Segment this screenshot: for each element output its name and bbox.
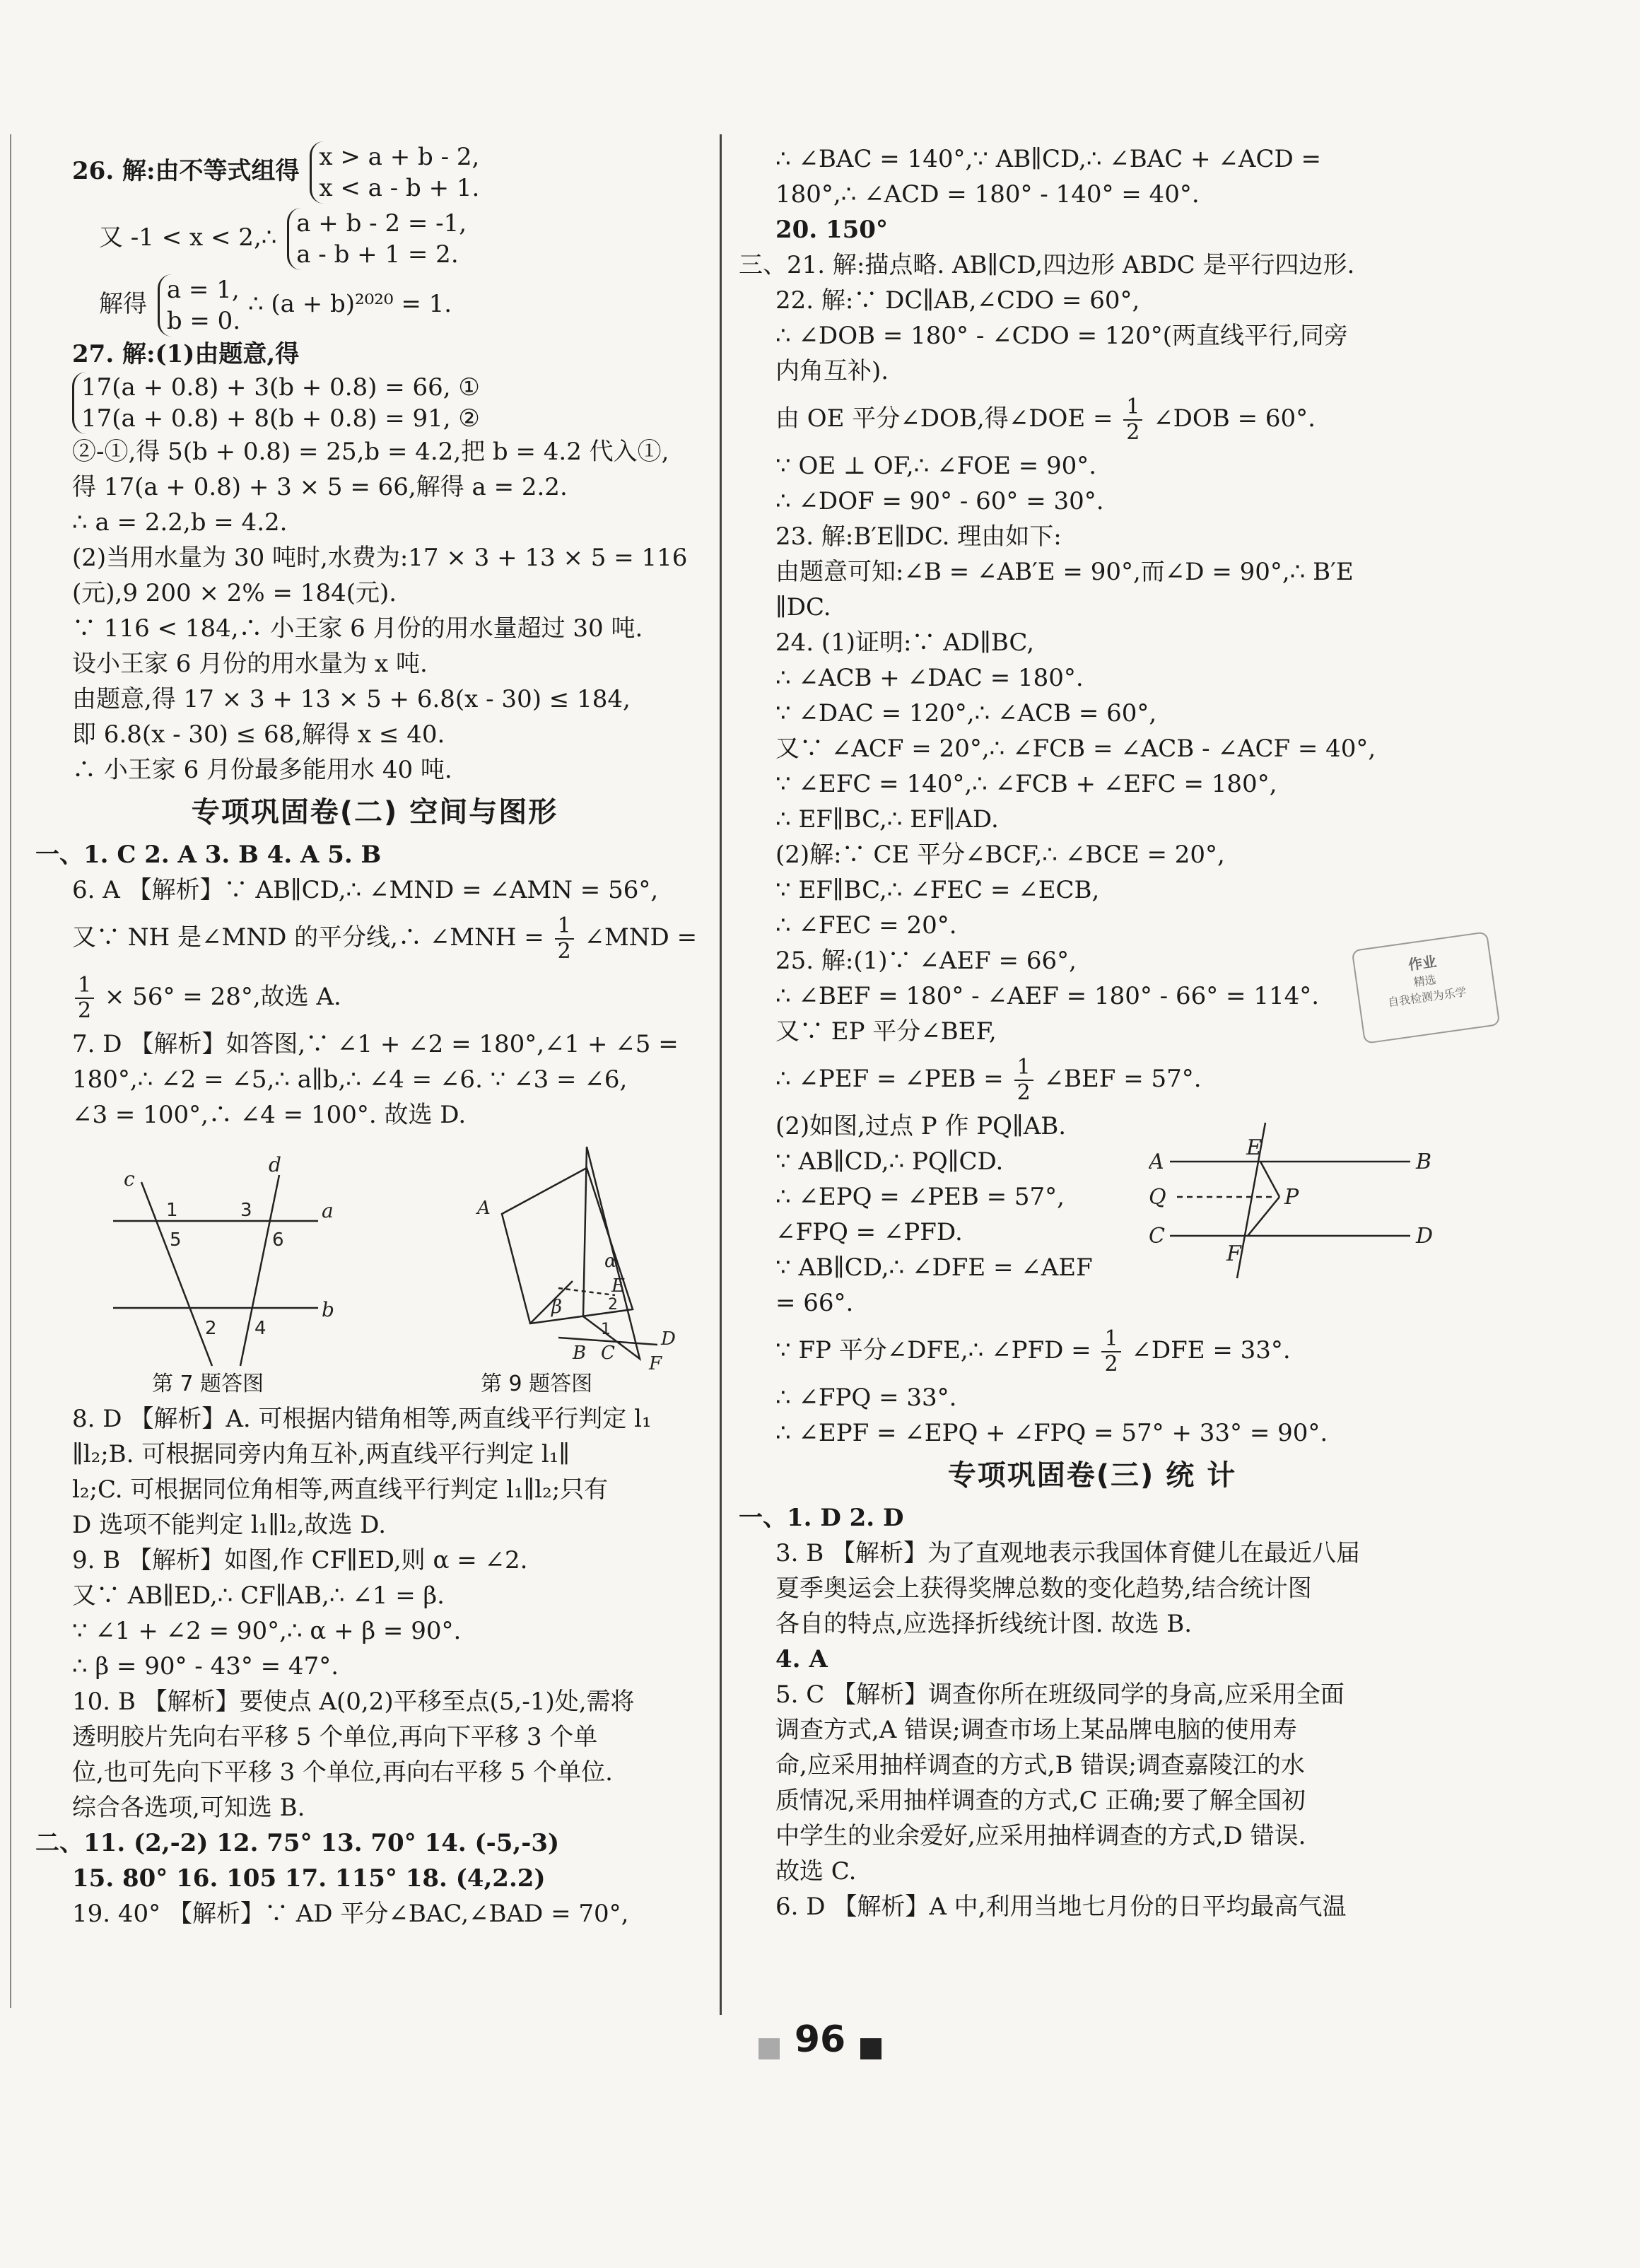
q8-line3: l₂;C. 可根据同位角相等,两直线平行判定 l₁∥l₂;只有	[72, 1475, 609, 1504]
fig7-label-a: a	[322, 1199, 334, 1222]
fig25-diagram	[1149, 1109, 1446, 1321]
fig25-label-d: D	[1416, 1224, 1434, 1249]
section-title-2: 专项巩固卷(二) 空间与图形	[191, 796, 558, 829]
q22-line1: 22. 解:∵ DC∥AB,∠CDO = 60°,	[775, 286, 1140, 315]
q26-system2: a + b - 2 = -1, a - b + 1 = 2.	[287, 208, 467, 270]
homework-stamp: 作业 精选 自我检测为乐学	[1352, 931, 1501, 1044]
page-footer	[721, 2018, 919, 2068]
q23-line2: 由题意可知:∠B = ∠AB′E = 90°,而∠D = 90°,∴ B′E	[775, 558, 1354, 586]
figures-row	[35, 1133, 714, 1401]
q24-line5: ∵ ∠EFC = 140°,∴ ∠FCB + ∠EFC = 180°,	[775, 770, 1277, 798]
q24-line1: 24. (1)证明:∵ AD∥BC,	[775, 629, 1035, 657]
q7-line2: 180°,∴ ∠2 = ∠5,∴ a∥b,∴ ∠4 = ∠6. ∵ ∠3 = ∠6,	[72, 1065, 628, 1094]
q24-line9: ∴ ∠FEC = 20°.	[775, 911, 957, 940]
q22-line4: 由 OE 平分∠DOB,得∠DOE = $\frac{1}{2}$ ∠DOB = 60°.	[775, 394, 1316, 445]
q25-line4: ∴ ∠PEF = ∠PEB = $\frac{1}{2}$ ∠BEF = 57°.	[775, 1055, 1202, 1105]
q5-line3: 命,应采用抽样调查的方式,B 错误;调查嘉陵江的水	[775, 1751, 1305, 1779]
fig9-label-f: F	[649, 1353, 662, 1374]
q10-line2: 透明胶片先向右平移 5 个单位,再向下平移 3 个单	[72, 1723, 598, 1751]
q9-line3: ∵ ∠1 + ∠2 = 90°,∴ α + β = 90°.	[72, 1617, 462, 1645]
q27-line4: ∴ a = 2.2,b = 4.2.	[72, 508, 288, 537]
fig7-label-d: d	[269, 1153, 281, 1176]
q22-line2: ∴ ∠DOB = 180° - ∠CDO = 120°(两直线平行,同旁	[775, 322, 1348, 350]
q23-line1: 23. 解:B′E∥DC. 理由如下:	[775, 522, 1062, 551]
left-margin-rule	[10, 134, 11, 2008]
q10-line3: 位,也可先向下平移 3 个单位,再向右平移 5 个单位.	[72, 1758, 613, 1787]
fill-answers-1: 二、11. (2,-2) 12. 75° 13. 70° 14. (-5,-3)	[35, 1829, 560, 1857]
fig9-label-d: D	[661, 1328, 676, 1350]
q5-line4: 质情况,采用抽样调查的方式,C 正确;要了解全国初	[775, 1787, 1306, 1815]
q24-line3: ∵ ∠DAC = 120°,∴ ∠ACB = 60°,	[775, 699, 1157, 727]
q27-line1: 27. 解:(1)由题意,得	[72, 340, 300, 368]
q8-line4: D 选项不能判定 l₁∥l₂,故选 D.	[72, 1511, 387, 1539]
q19-cont-line2: 180°,∴ ∠ACD = 180° - 140° = 40°.	[775, 180, 1200, 209]
footer-square-right	[860, 2038, 882, 2059]
q24-line7: (2)解:∵ CE 平分∠BCF,∴ ∠BCE = 20°,	[775, 841, 1225, 869]
q27-line9: 由题意,得 17 × 3 + 13 × 5 + 6.8(x - 30) ≤ 184,	[72, 685, 631, 713]
footer-square-left	[758, 2038, 780, 2059]
fig7-angle-1: 1	[166, 1200, 178, 1221]
fig7-angle-5: 5	[170, 1229, 182, 1251]
q7-line3: ∠3 = 100°,∴ ∠4 = 100°. 故选 D.	[72, 1101, 467, 1129]
q6-line1: 6. A 【解析】∵ AB∥CD,∴ ∠MND = ∠AMN = 56°,	[72, 876, 659, 904]
q25-line12: ∴ ∠FPQ = 33°.	[775, 1384, 957, 1412]
fig25-label-p: P	[1284, 1185, 1299, 1210]
page-number: 96	[794, 2018, 846, 2061]
q25-line8: ∠FPQ = ∠PFD.	[775, 1218, 963, 1246]
q3-line1: 3. B 【解析】为了直观地表示我国体育健儿在最近八届	[775, 1539, 1361, 1567]
fraction-half: $\frac{1}{2}$	[1014, 1056, 1033, 1105]
fig9-angle-1: 1	[601, 1321, 611, 1338]
q25-line1: 25. 解:(1)∵ ∠AEF = 66°,	[775, 947, 1077, 975]
fig25-label-f: F	[1226, 1241, 1241, 1266]
fig25-label-b: B	[1416, 1150, 1432, 1174]
fig9-label-e: E	[611, 1275, 625, 1297]
fig7-angle-4: 4	[254, 1318, 266, 1339]
q4: 4. A	[775, 1645, 828, 1673]
q24-line4: 又∵ ∠ACF = 20°,∴ ∠FCB = ∠ACB - ∠ACF = 40°,	[775, 735, 1376, 763]
q25-line6: ∵ AB∥CD,∴ PQ∥CD.	[775, 1147, 1004, 1176]
fig9-label-a: A	[477, 1198, 491, 1219]
left-column	[35, 141, 714, 1931]
q9-line4: ∴ β = 90° - 43° = 47°.	[72, 1652, 339, 1680]
fraction-half: $\frac{1}{2}$	[1123, 395, 1142, 445]
fig7-label-b: b	[322, 1298, 334, 1321]
q27-line2: ②-①,得 5(b + 0.8) = 25,b = 4.2,把 b = 4.2 代入①,	[72, 438, 669, 466]
q25-line5: (2)如图,过点 P 作 PQ∥AB.	[775, 1112, 1067, 1140]
q25-line11: ∵ FP 平分∠DFE,∴ ∠PFD = $\frac{1}{2}$ ∠DFE = 33°.	[775, 1326, 1291, 1376]
fig7-angle-6: 6	[272, 1229, 284, 1251]
q24-line8: ∵ EF∥BC,∴ ∠FEC = ∠ECB,	[775, 876, 1100, 904]
q19-line1: 19. 40° 【解析】∵ AD 平分∠BAC,∠BAD = 70°,	[72, 1900, 629, 1928]
q5-line1: 5. C 【解析】调查你所在班级同学的身高,应采用全面	[775, 1680, 1345, 1709]
q8-line2: ∥l₂;B. 可根据同旁内角互补,两直线平行判定 l₁∥	[72, 1440, 570, 1468]
q6-line3: $\frac{1}{2}$ × 56° = 28°,故选 A.	[35, 967, 714, 1027]
fig25-label-c: C	[1149, 1224, 1165, 1249]
q27-line6: (元),9 200 × 2% = 184(元).	[72, 579, 397, 607]
q22-line5: ∵ OE ⊥ OF,∴ ∠FOE = 90°.	[775, 452, 1097, 480]
fig9-angle-2: 2	[608, 1296, 618, 1314]
q20: 20. 150°	[775, 216, 888, 244]
mc-answers-1: 一、1. C 2. A 3. B 4. A 5. B	[35, 841, 382, 869]
q7-line1: 7. D 【解析】如答图,∵ ∠1 + ∠2 = 180°,∠1 + ∠5 =	[72, 1030, 679, 1058]
q25-line9: ∵ AB∥CD,∴ ∠DFE = ∠AEF	[775, 1253, 1093, 1282]
q25-line3: 又∵ EP 平分∠BEF,	[775, 1017, 997, 1046]
q5-line6: 故选 C.	[775, 1857, 857, 1886]
q5-line5: 中学生的业余爱好,应采用抽样调查的方式,D 错误.	[775, 1822, 1306, 1850]
q26-system3: a = 1, b = 0.	[158, 274, 240, 337]
q3-line3: 各自的特点,应选择折线统计图. 故选 B.	[775, 1610, 1193, 1638]
fig25-label-e: E	[1246, 1135, 1262, 1160]
q27-line11: ∴ 小王家 6 月份最多能用水 40 吨.	[72, 756, 452, 784]
q9-line2: 又∵ AB∥ED,∴ CF∥AB,∴ ∠1 = β.	[72, 1582, 445, 1610]
fig7-fig9-diagrams	[35, 1133, 714, 1401]
fig9-label-c: C	[601, 1343, 615, 1364]
fraction-half: $\frac{1}{2}$	[1101, 1327, 1120, 1376]
fig7-caption: 第 7 题答图	[152, 1372, 264, 1396]
q3-line2: 夏季奥运会上获得奖牌总数的变化趋势,结合统计图	[775, 1574, 1312, 1603]
q23-line3: ∥DC.	[775, 593, 831, 621]
q26-system1: x > a + b - 2, x < a - b + 1.	[310, 141, 479, 204]
fig9-caption: 第 9 题答图	[481, 1372, 593, 1396]
q9-line1: 9. B 【解析】如图,作 CF∥ED,则 α = ∠2.	[72, 1546, 528, 1574]
q25-line10: = 66°.	[775, 1289, 854, 1317]
q27-brace: 17(a + 0.8) + 3(b + 0.8) = 66, ① 17(a + 0.8) + 8(b + 0.8) = 91, ②	[72, 372, 480, 434]
q27-line8: 设小王家 6 月份的用水量为 x 吨.	[72, 650, 428, 678]
q26-line2: 又 -1 < x < 2,∴ a + b - 2 = -1, a - b + 1 = 2.	[99, 209, 467, 269]
fig9-beta: β	[551, 1297, 563, 1318]
q5-line2: 调查方式,A 错误;调查市场上某品牌电脑的使用寿	[775, 1716, 1297, 1744]
q8-line1: 8. D 【解析】A. 可根据内错角相等,两直线平行判定 l₁	[72, 1405, 652, 1433]
column-divider	[720, 134, 722, 2015]
q25-part2	[739, 1109, 1446, 1321]
q10-line4: 综合各选项,可知选 B.	[72, 1794, 305, 1822]
q24-line6: ∴ EF∥BC,∴ EF∥AD.	[775, 805, 999, 834]
fig25-label-a: A	[1149, 1150, 1164, 1174]
right-column	[739, 141, 1446, 1924]
q10-line1: 10. B 【解析】要使点 A(0,2)平移至点(5,-1)处,需将	[72, 1688, 635, 1716]
fig9-label-b: B	[573, 1343, 587, 1364]
q6-statistics: 6. D 【解析】A 中,利用当地七月份的日平均最高气温	[775, 1893, 1347, 1921]
fig9-alpha: α	[604, 1251, 617, 1272]
mc-answers-3: 一、1. D 2. D	[739, 1504, 904, 1532]
q25-line13: ∴ ∠EPF = ∠EPQ + ∠FPQ = 57° + 33° = 90°.	[775, 1419, 1328, 1447]
q27-line7: ∵ 116 < 184,∴ 小王家 6 月份的用水量超过 30 吨.	[72, 614, 643, 643]
q27-system	[35, 372, 714, 434]
q27-line5: (2)当用水量为 30 吨时,水费为:17 × 3 + 13 × 5 = 116	[72, 544, 688, 572]
fig25-label-q: Q	[1149, 1185, 1166, 1210]
section-title-3: 专项巩固卷(三) 统 计	[947, 1459, 1237, 1492]
fig9-diagram	[502, 1147, 657, 1359]
fig7-label-c: c	[124, 1167, 135, 1191]
fig7-angle-2: 2	[205, 1318, 217, 1339]
fraction-half: $\frac{1}{2}$	[75, 974, 94, 1023]
fill-answers-2: 15. 80° 16. 105 17. 115° 18. (4,2.2)	[72, 1864, 546, 1893]
fraction-half: $\frac{1}{2}$	[555, 914, 574, 964]
fig7-angle-3: 3	[240, 1200, 252, 1221]
q21: 三、21. 解:描点略. AB∥CD,四边形 ABDC 是平行四边形.	[739, 251, 1355, 279]
q24-line2: ∴ ∠ACB + ∠DAC = 180°.	[775, 664, 1084, 692]
q27-line10: 即 6.8(x - 30) ≤ 68,解得 x ≤ 40.	[72, 720, 445, 749]
q27-line3: 得 17(a + 0.8) + 3 × 5 = 66,解得 a = 2.2.	[72, 473, 568, 501]
q26-line1: 26. 解:由不等式组得 x > a + b - 2, x < a - b + 1.	[72, 143, 480, 202]
q22-line3: 内角互补).	[775, 357, 889, 385]
q6-line2: 又∵ NH 是∠MND 的平分线,∴ ∠MNH = $\frac{1}{2}$ ∠MND =	[72, 913, 698, 964]
q19-cont-line1: ∴ ∠BAC = 140°,∵ AB∥CD,∴ ∠BAC + ∠ACD =	[775, 145, 1322, 173]
q25-line2: ∴ ∠BEF = 180° - ∠AEF = 180° - 66° = 114°.	[775, 982, 1320, 1010]
q26-line3: 解得 a = 1, b = 0. ∴ (a + b)²⁰²⁰ = 1.	[99, 276, 452, 335]
q25-line7: ∴ ∠EPQ = ∠PEB = 57°,	[775, 1183, 1065, 1211]
q22-line6: ∴ ∠DOF = 90° - 60° = 30°.	[775, 487, 1104, 515]
